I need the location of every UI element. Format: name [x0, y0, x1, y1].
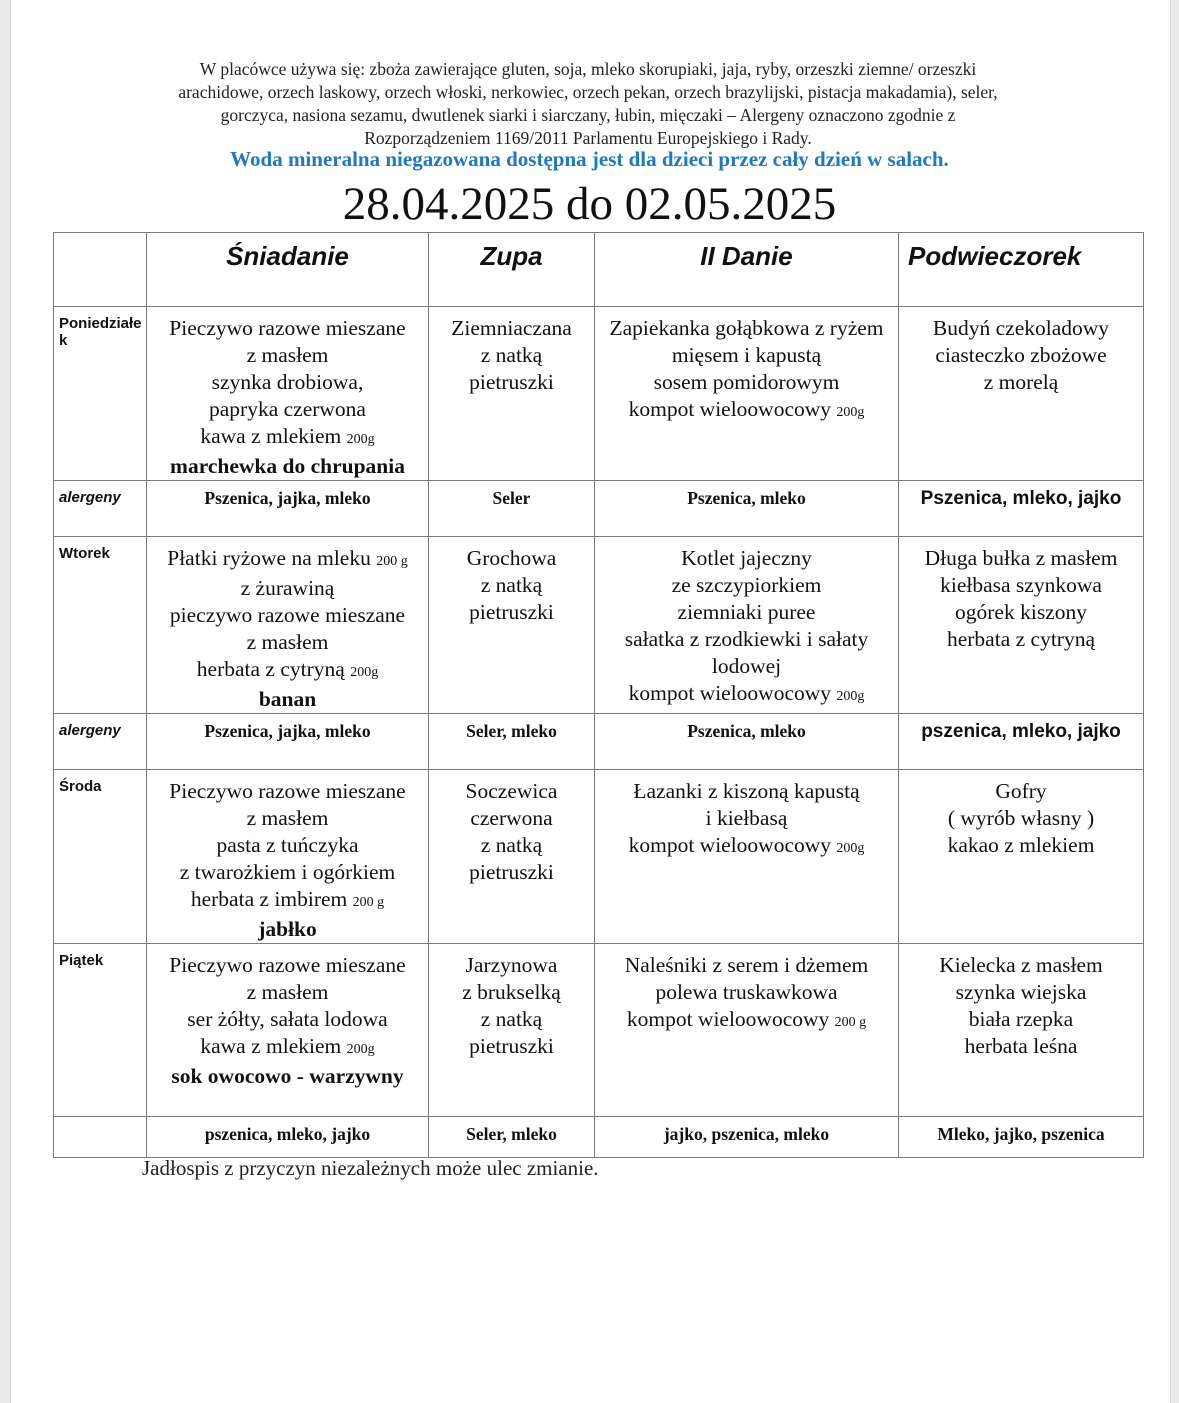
sniadanie-cell: [147, 307, 429, 481]
dish-text: z natką: [480, 833, 543, 857]
dish-line: [429, 1006, 594, 1033]
dish-text: i kiełbasą: [705, 806, 788, 830]
dish-text: z twarożkiem i ogórkiem: [179, 860, 396, 884]
dish-text: herbata z cytryną: [946, 627, 1096, 651]
zupa-cell: [429, 307, 595, 481]
podwieczorek-cell: [899, 307, 1144, 481]
zupa-cell: [429, 944, 595, 1117]
allergen-value: Pszenica, mleko: [595, 481, 899, 537]
sniadanie-cell: [147, 537, 429, 714]
portion-size: 200g: [346, 432, 375, 447]
notice-line: arachidowe, orzech laskowy, orzech włoski, nerkowiec, orzech pekan, orzech brazylijski, pistacja makadamia), seler,: [178, 82, 998, 102]
allergen-value: Seler: [429, 481, 595, 537]
dish-text: z natką: [480, 573, 543, 597]
dish-text: lodowej: [711, 654, 782, 678]
dish-line: [595, 342, 898, 369]
dish-text: z natką: [480, 343, 543, 367]
day-label: Poniedziałek: [54, 307, 147, 481]
dish-text: szynka drobiowa,: [211, 370, 364, 394]
dish-line: [147, 832, 428, 859]
dish-text: jabłko: [258, 917, 317, 941]
dish-text: Pieczywo razowe mieszane: [169, 953, 406, 977]
allergen-label: [54, 1117, 147, 1158]
dish-text: Łazanki z kiszoną kapustą: [633, 779, 860, 803]
dish-text: Kielecka z masłem: [939, 953, 1103, 977]
allergen-value: pszenica, mleko, jajko: [147, 1117, 429, 1158]
dish-line: [899, 1006, 1143, 1033]
dish-line: [147, 545, 428, 575]
dish-line: [595, 545, 898, 572]
portion-size: 200g: [836, 405, 865, 420]
dish-line: [595, 1006, 898, 1036]
header-sniadanie: Śniadanie: [147, 233, 429, 307]
dish-text: banan: [258, 687, 317, 711]
dish-text: pieczywo razowe mieszane: [169, 603, 406, 627]
dish-text: Soczewica: [465, 779, 558, 803]
dish-line: [429, 952, 594, 979]
allergen-label: alergeny: [54, 481, 147, 537]
water-notice: Woda mineralna niegazowana dostępna jest dla dzieci przez cały dzień w salach.: [230, 147, 949, 171]
dish-text: Płatki ryżowe na mleku: [167, 546, 377, 570]
dish-line: [147, 778, 428, 805]
dish-text: kompot wieloowocowy: [628, 833, 837, 857]
dish-line: [147, 602, 428, 629]
dish-line: [147, 1063, 428, 1090]
day-row: [54, 537, 1144, 714]
dish-text: pietruszki: [469, 860, 554, 884]
dish-line: [147, 342, 428, 369]
dish-line: [429, 805, 594, 832]
dish-text: kompot wieloowocowy: [628, 397, 837, 421]
dish-text: papryka czerwona: [209, 397, 366, 421]
dish-line: [147, 656, 428, 686]
allergen-value: Pszenica, mleko: [595, 714, 899, 770]
corner-cell: [54, 233, 147, 307]
allergen-row: [54, 714, 1144, 770]
dish-line: [595, 369, 898, 396]
dish-line: [429, 342, 594, 369]
dish-text: herbata leśna: [964, 1034, 1078, 1058]
dish-text: z masłem: [246, 980, 329, 1004]
notice-line: W placówce używa się: zboża zawierające gluten, soja, mleko skorupiaki, jaja, ryby, orzeszki ziemne/ orzeszki: [199, 59, 977, 79]
dish-text: kakao z mlekiem: [947, 833, 1095, 857]
dish-line: [899, 1033, 1143, 1060]
dish-text: pietruszki: [469, 600, 554, 624]
dish-text: ser żółty, sałata lodowa: [187, 1007, 388, 1031]
notice-line: Rozporządzeniem 1169/2011 Parlamentu Europejskiego i Rady.: [364, 128, 812, 148]
header-row: [54, 233, 1144, 307]
dish-text: z masłem: [246, 806, 329, 830]
portion-size: 200 g: [352, 895, 385, 910]
podwieczorek-cell: [899, 770, 1144, 944]
dish-text: Grochowa: [466, 546, 557, 570]
dish-line: [899, 315, 1143, 342]
dish-text: ( wyrób własny ): [947, 806, 1095, 830]
header-podwieczorek: Podwieczorek: [899, 233, 1144, 307]
allergen-row: [54, 481, 1144, 537]
day-label: Piątek: [54, 944, 147, 1117]
dish-line: [147, 453, 428, 480]
dish-line: [899, 342, 1143, 369]
dish-text: herbata z cytryną: [196, 657, 351, 681]
dish-line: [899, 979, 1143, 1006]
day-row: [54, 770, 1144, 944]
portion-size: 200g: [346, 1042, 375, 1057]
dish-line: [899, 952, 1143, 979]
dish-line: [595, 680, 898, 710]
dish-line: [147, 423, 428, 453]
dish-line: [899, 805, 1143, 832]
allergen-value: Pszenica, jajka, mleko: [147, 714, 429, 770]
dish-line: [595, 778, 898, 805]
dish-line: [147, 1033, 428, 1063]
podwieczorek-cell: [899, 537, 1144, 714]
dish-text: Gofry: [995, 779, 1047, 803]
header-zupa: Zupa: [429, 233, 595, 307]
allergen-value: Seler, mleko: [429, 1117, 595, 1158]
dish-line: [899, 369, 1143, 396]
dish-line: [899, 778, 1143, 805]
portion-size: 200g: [836, 689, 865, 704]
dish-line: [147, 575, 428, 602]
allergen-value: Mleko, jajko, pszenica: [899, 1117, 1144, 1158]
date-range-title: 28.04.2025 do 02.05.2025: [342, 178, 837, 230]
dish-line: [595, 832, 898, 862]
dish-text: pasta z tuńczyka: [216, 833, 359, 857]
dish-text: ziemniaki puree: [677, 600, 816, 624]
dish-line: [899, 572, 1143, 599]
dish-line: [899, 626, 1143, 653]
sniadanie-cell: [147, 770, 429, 944]
dish-line: [147, 805, 428, 832]
header-ii-danie: II Danie: [595, 233, 899, 307]
dish-line: [147, 952, 428, 979]
dish-line: [147, 369, 428, 396]
dish-line: [147, 1006, 428, 1033]
dish-text: kompot wieloowocowy: [626, 1007, 835, 1031]
dish-text: Jarzynowa: [465, 953, 558, 977]
dish-text: pietruszki: [469, 370, 554, 394]
allergen-value: Pszenica, mleko, jajko: [899, 481, 1144, 537]
podwieczorek-cell: [899, 944, 1144, 1117]
dish-text: kawa z mlekiem: [200, 1034, 347, 1058]
dish-line: [147, 859, 428, 886]
dish-text: Pieczywo razowe mieszane: [169, 316, 406, 340]
dish-line: [147, 686, 428, 713]
dish-line: [595, 572, 898, 599]
dish-text: Kotlet jajeczny: [681, 546, 812, 570]
allergen-row: [54, 1117, 1144, 1158]
dish-line: [429, 859, 594, 886]
zupa-cell: [429, 770, 595, 944]
notice-line: gorczyca, nasiona sezamu, dwutlenek siarki i siarczany, łubin, mięczaki – Alergeny oznaczono zgodnie z: [220, 105, 956, 125]
dish-text: herbata z imbirem: [190, 887, 353, 911]
dish-text: ciasteczko zbożowe: [935, 343, 1107, 367]
dish-text: ogórek kiszony: [955, 600, 1087, 624]
portion-size: 200 g: [834, 1015, 867, 1030]
danie-cell: [595, 537, 899, 714]
day-row: [54, 944, 1144, 1117]
dish-text: ze szczypiorkiem: [671, 573, 822, 597]
dish-text: sałatka z rzodkiewki i sałaty: [624, 627, 869, 651]
dish-line: [147, 315, 428, 342]
dish-line: [147, 916, 428, 943]
dish-line: [429, 369, 594, 396]
allergen-value: Pszenica, jajka, mleko: [147, 481, 429, 537]
dish-line: [595, 979, 898, 1006]
dish-text: z żurawiną: [240, 576, 335, 600]
dish-line: [595, 315, 898, 342]
dish-text: z morelą: [983, 370, 1059, 394]
dish-text: szynka wiejska: [955, 980, 1087, 1004]
dish-line: [899, 545, 1143, 572]
sniadanie-cell: [147, 944, 429, 1117]
dish-line: [429, 778, 594, 805]
dish-line: [429, 545, 594, 572]
allergen-value: pszenica, mleko, jajko: [899, 714, 1144, 770]
allergen-value: Seler, mleko: [429, 714, 595, 770]
dish-line: [429, 832, 594, 859]
dish-line: [595, 653, 898, 680]
dish-text: Budyń czekoladowy: [932, 316, 1110, 340]
danie-cell: [595, 944, 899, 1117]
dish-line: [147, 886, 428, 916]
dish-line: [595, 952, 898, 979]
allergen-value: jajko, pszenica, mleko: [595, 1117, 899, 1158]
portion-size: 200g: [836, 841, 865, 856]
dish-text: czerwona: [470, 806, 553, 830]
dish-text: Długa bułka z masłem: [924, 546, 1118, 570]
dish-text: sok owocowo - warzywny: [171, 1064, 404, 1088]
danie-cell: [595, 307, 899, 481]
dish-text: Pieczywo razowe mieszane: [169, 779, 406, 803]
dish-text: sosem pomidorowym: [653, 370, 840, 394]
portion-size: 200 g: [376, 554, 408, 569]
dish-text: z masłem: [246, 343, 329, 367]
dish-line: [147, 629, 428, 656]
dish-line: [595, 805, 898, 832]
dish-text: mięsem i kapustą: [671, 343, 822, 367]
dish-line: [429, 315, 594, 342]
dish-text: kompot wieloowocowy: [628, 681, 837, 705]
dish-text: kiełbasa szynkowa: [940, 573, 1102, 597]
dish-text: Naleśniki z serem i dżemem: [624, 953, 869, 977]
dish-line: [147, 979, 428, 1006]
footer-note: Jadłospis z przyczyn niezależnych może ulec zmianie.: [142, 1156, 599, 1180]
day-row: [54, 307, 1144, 481]
allergen-notice: [128, 58, 1048, 150]
danie-cell: [595, 770, 899, 944]
dish-text: Zapiekanka gołąbkowa z ryżem: [609, 316, 884, 340]
dish-line: [595, 599, 898, 626]
dish-text: pietruszki: [469, 1034, 554, 1058]
dish-line: [899, 832, 1143, 859]
portion-size: 200g: [350, 665, 379, 680]
dish-text: z masłem: [246, 630, 329, 654]
day-label: Wtorek: [54, 537, 147, 714]
dish-text: kawa z mlekiem: [200, 424, 347, 448]
menu-table: [53, 232, 1144, 1158]
dish-line: [147, 396, 428, 423]
dish-line: [595, 626, 898, 653]
dish-text: z natką: [480, 1007, 543, 1031]
day-label: Środa: [54, 770, 147, 944]
dish-line: [429, 979, 594, 1006]
dish-text: z brukselką: [462, 980, 561, 1004]
dish-line: [595, 396, 898, 426]
dish-text: marchewka do chrupania: [170, 454, 405, 478]
dish-text: Ziemniaczana: [451, 316, 572, 340]
dish-text: polewa truskawkowa: [655, 980, 838, 1004]
zupa-cell: [429, 537, 595, 714]
dish-text: biała rzepka: [968, 1007, 1074, 1031]
dish-line: [429, 599, 594, 626]
dish-line: [429, 572, 594, 599]
dish-line: [429, 1033, 594, 1060]
dish-line: [899, 599, 1143, 626]
allergen-label: alergeny: [54, 714, 147, 770]
